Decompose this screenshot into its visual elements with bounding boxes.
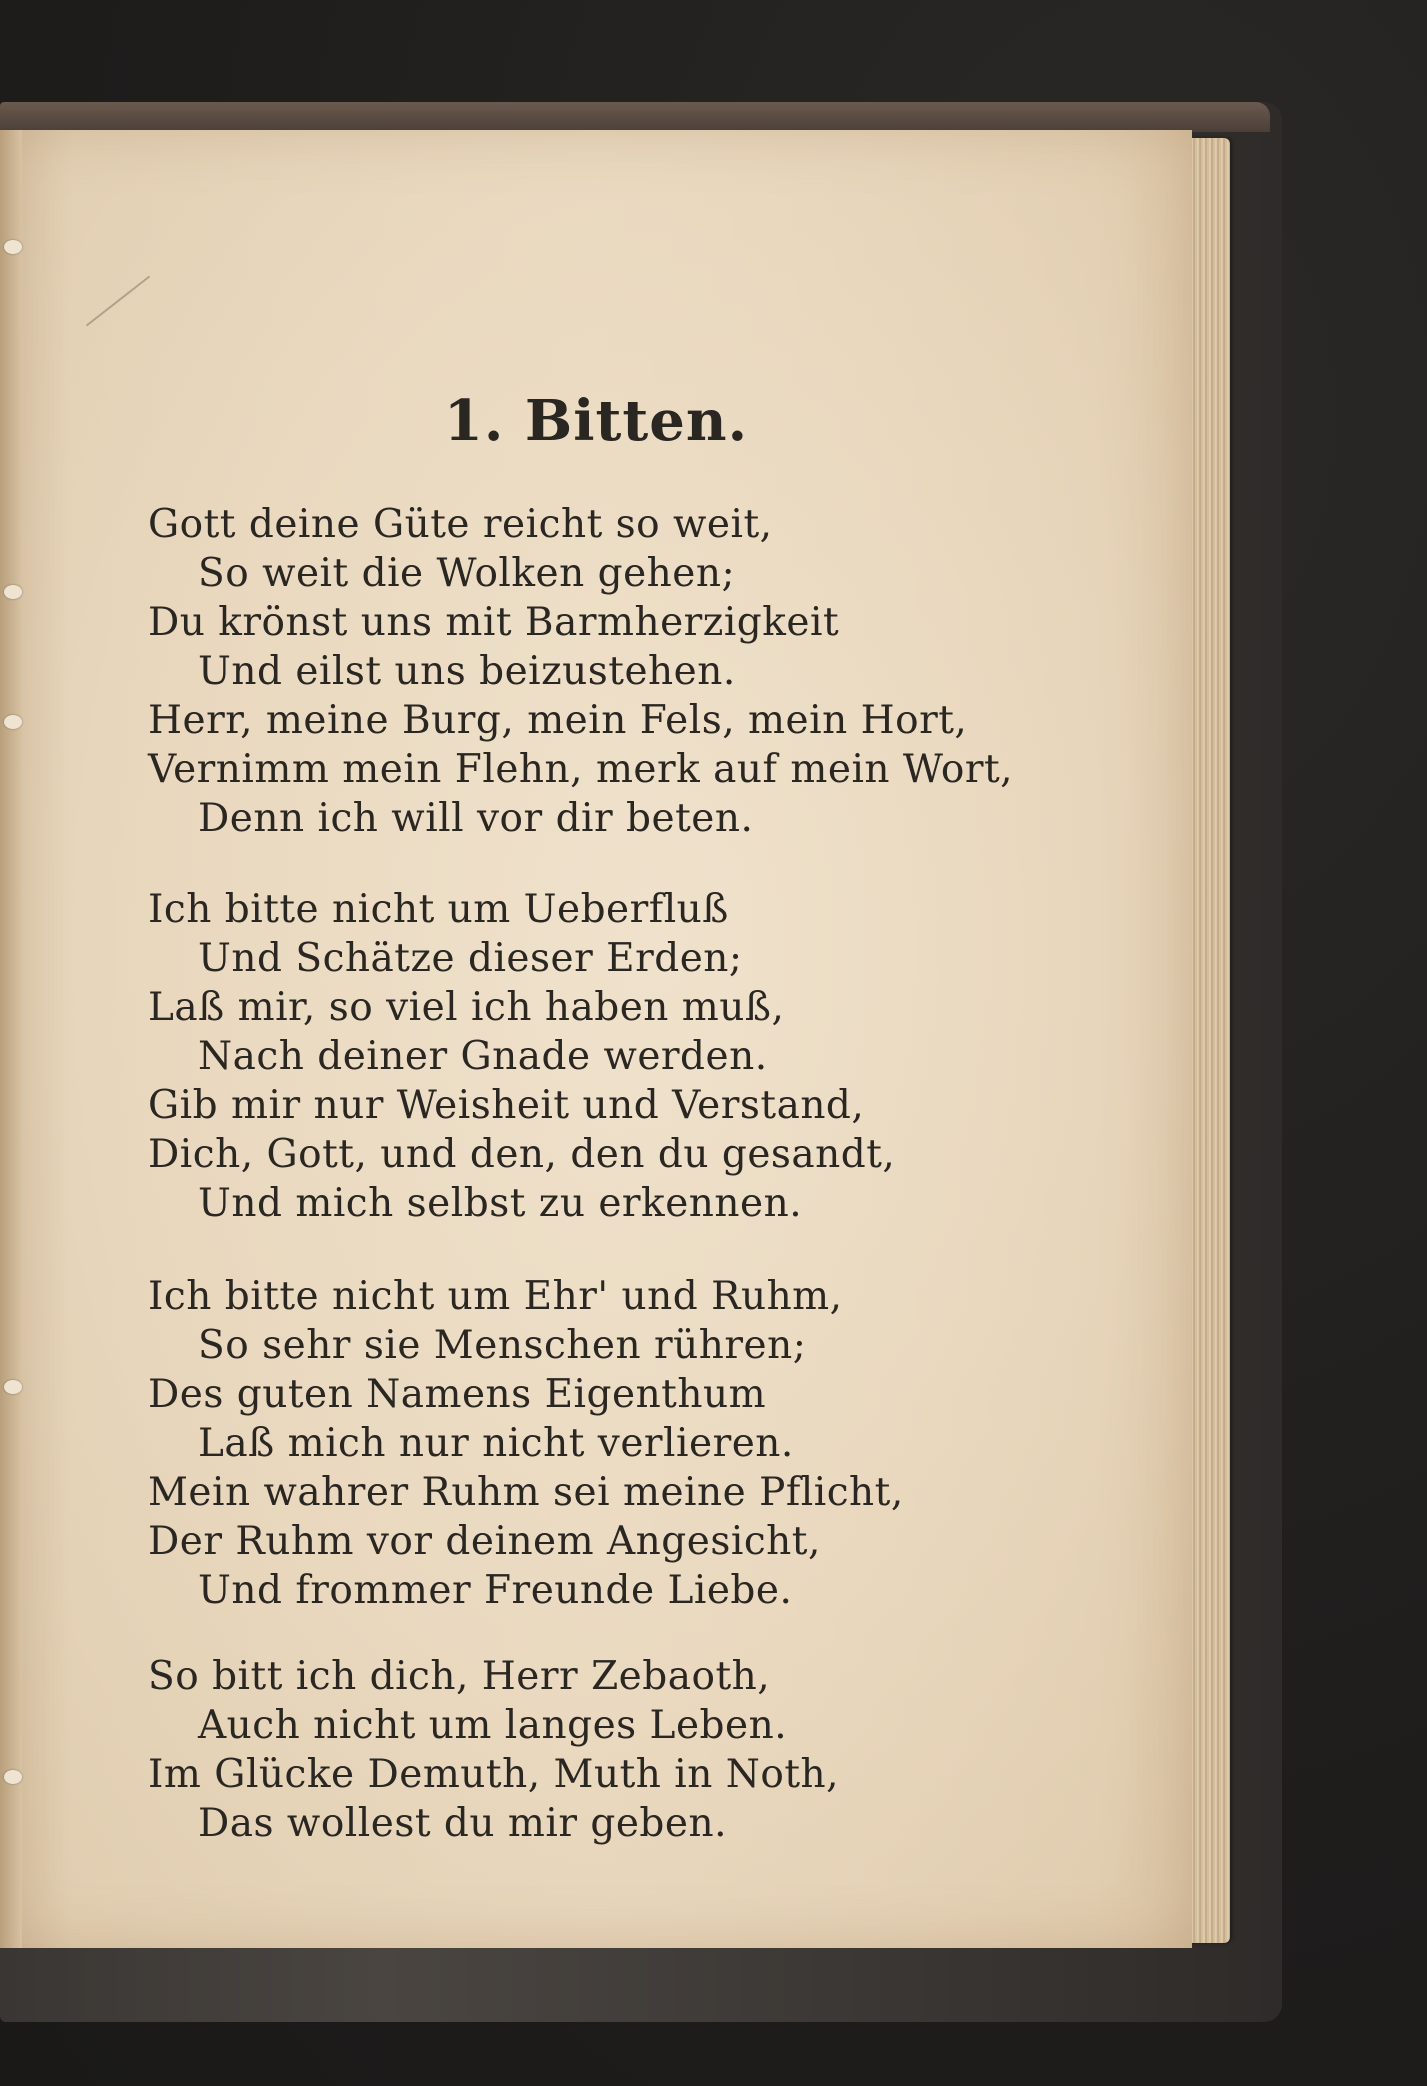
verse-line: Und eilst uns beizustehen. bbox=[198, 649, 736, 694]
verse-line: Im Glücke Demuth, Muth in Noth, bbox=[148, 1752, 840, 1797]
book-page bbox=[0, 130, 1192, 1948]
stanza-4 bbox=[148, 1652, 1128, 1848]
stanza-2 bbox=[148, 885, 1128, 1228]
verse-line: Ich bitte nicht um Ehr' und Ruhm, bbox=[148, 1274, 843, 1319]
stanza-1 bbox=[148, 500, 1128, 843]
verse-line: Laß mich nur nicht verlieren. bbox=[198, 1421, 794, 1466]
page-content bbox=[0, 130, 1192, 1948]
verse-line: Dich, Gott, und den, den du gesandt, bbox=[148, 1132, 896, 1177]
verse-line: Gott deine Güte reicht so weit, bbox=[148, 502, 773, 547]
verse-line: So bitt ich dich, Herr Zebaoth, bbox=[148, 1654, 771, 1699]
hymn-title: 1. Bitten. bbox=[443, 388, 749, 454]
verse-line: Gib mir nur Weisheit und Verstand, bbox=[148, 1083, 865, 1128]
verse-line: Und frommer Freunde Liebe. bbox=[198, 1568, 793, 1613]
verse-line: Laß mir, so viel ich haben muß, bbox=[148, 985, 785, 1030]
verse-line: Du krönst uns mit Barmherzigkeit bbox=[148, 600, 840, 645]
verse-line: Mein wahrer Ruhm sei meine Pflicht, bbox=[148, 1470, 904, 1515]
verse-line: So weit die Wolken gehen; bbox=[198, 551, 736, 596]
page-edges bbox=[1190, 138, 1230, 1943]
verse-line: Und mich selbst zu erkennen. bbox=[198, 1181, 803, 1226]
verse-line: Denn ich will vor dir beten. bbox=[198, 796, 754, 841]
verse-line: Auch nicht um langes Leben. bbox=[198, 1703, 788, 1748]
book-cover-top-edge bbox=[0, 102, 1270, 132]
verse-line: Der Ruhm vor deinem Angesicht, bbox=[148, 1519, 821, 1564]
verse-line: So sehr sie Menschen rühren; bbox=[198, 1323, 807, 1368]
verse-line: Herr, meine Burg, mein Fels, mein Hort, bbox=[148, 698, 968, 743]
verse-line: Und Schätze dieser Erden; bbox=[198, 936, 743, 981]
verse-line: Ich bitte nicht um Ueberfluß bbox=[148, 887, 729, 932]
stanza-3 bbox=[148, 1272, 1128, 1615]
verse-line: Des guten Namens Eigenthum bbox=[148, 1372, 767, 1417]
verse-line: Das wollest du mir geben. bbox=[198, 1801, 727, 1846]
verse-line: Vernimm mein Flehn, merk auf mein Wort, bbox=[148, 747, 1014, 792]
verse-line: Nach deiner Gnade werden. bbox=[198, 1034, 768, 1079]
